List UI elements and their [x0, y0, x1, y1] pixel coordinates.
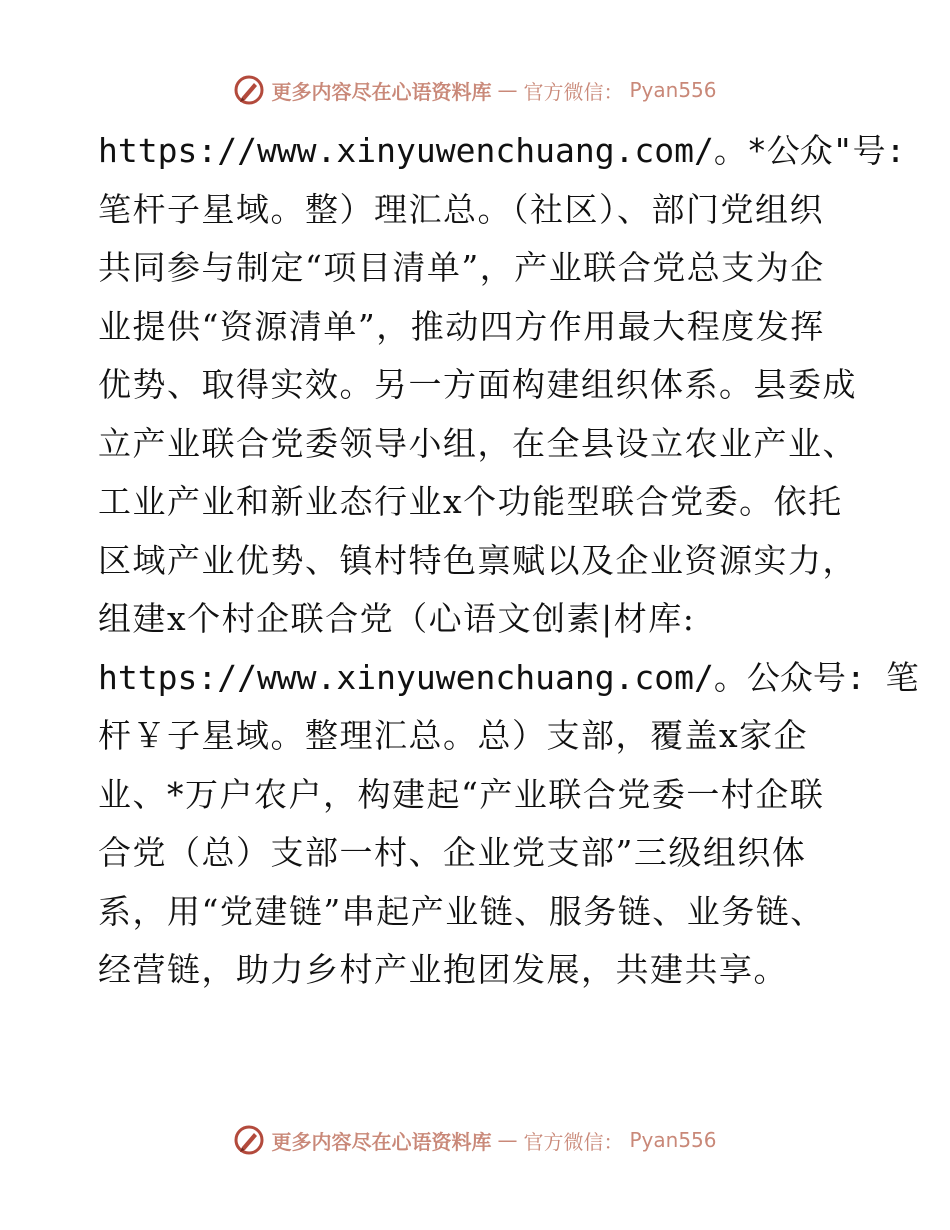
body-line: https://www.xinyuwenchuang.com/。公众号: 笔: [98, 657, 919, 697]
body-line: 系，用“党建链”串起产业链、服务链、业务链、: [98, 891, 825, 931]
body-line: 业提供“资源清单”，推动四方作用最大程度发挥: [98, 306, 825, 346]
pen-logo-icon: [233, 1124, 265, 1156]
pen-logo-icon: [233, 74, 265, 106]
body-line: 业、*万户农户，构建起“产业联合党委一村企联: [98, 774, 825, 814]
body-line: 立产业联合党委领导小组，在全县设立农业产业、: [98, 423, 857, 463]
footer-wechat-label: 官方微信：: [523, 1129, 624, 1154]
page-footer: [0, 1120, 950, 1160]
document-body: [98, 122, 919, 1000]
body-line: 杆￥子星域。整理汇总。总）支部，覆盖x家企: [98, 716, 809, 755]
body-line: https://www.xinyuwenchuang.com/。*公众"号:: [98, 131, 906, 170]
body-line: 组建x个村企联合党（心语文创素|材库:: [98, 599, 696, 638]
body-line: 合党（总）支部一村、企业党支部”三级组织体: [98, 833, 807, 872]
body-line: 工业产业和新业态行业x个功能型联合党委。依托: [98, 482, 843, 521]
footer-dash: —: [497, 1128, 518, 1152]
footer-wechat-id: Pyan556: [629, 1128, 717, 1152]
body-line: 区域产业优势、镇村特色禀赋以及企业资源实力，: [98, 540, 857, 580]
header-wechat-label: 官方微信：: [523, 79, 624, 104]
body-line: 共同参与制定“项目清单”，产业联合党总支为企: [98, 248, 825, 287]
header-dash: —: [497, 78, 518, 102]
header-slogan: 更多内容尽在心语资料库: [271, 79, 492, 104]
page-header: [0, 70, 950, 110]
body-line: 经营链，助力乡村产业抱团发展，共建共享。: [98, 950, 788, 989]
body-line: 笔杆子星域。整）理汇总。（社区）、部门党组织: [98, 189, 824, 229]
body-line: 优势、取得实效。另一方面构建组织体系。县委成: [98, 365, 857, 404]
header-wechat-id: Pyan556: [629, 78, 717, 102]
footer-slogan: 更多内容尽在心语资料库: [271, 1129, 492, 1154]
